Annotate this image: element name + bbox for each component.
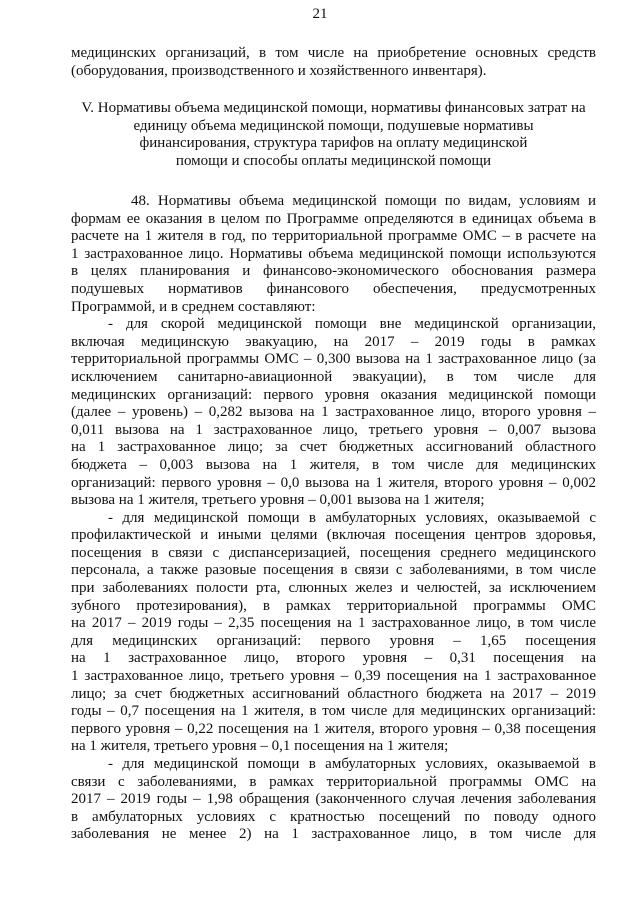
text-line: персонала, а также разовые посещения в связи с заболеваниями, в том числе — [71, 562, 596, 579]
text-line: в амбулаторных условиях с кратностью посещений по поводу одного — [71, 808, 596, 825]
document-body — [71, 193, 596, 844]
text-line: бюджета – 0,003 вызова на 1 жителя, в том числе для медицинских — [71, 456, 596, 473]
text-line: посещения в связи с диспансеризацией, посещения среднего медицинского — [71, 544, 596, 561]
text-line: лицо; за счет бюджетных ассигнований областного бюджета на 2017 – 2019 — [71, 685, 596, 702]
section-heading — [71, 100, 596, 170]
text-line: для медицинских организаций: первого уровня – 1,65 посещения — [71, 632, 596, 649]
text-line: 1 застрахованное лицо. Нормативы объема медицинской помощи используются — [71, 245, 596, 262]
page-number: 21 — [312, 6, 328, 22]
text-line: зубного протезирования), в рамках территориальной программы ОМС — [71, 597, 596, 614]
text-line: медицинских организаций: первого уровня оказания медицинской помощи — [71, 386, 596, 403]
heading-line: финансирования, структура тарифов на оплату медицинской — [139, 135, 528, 152]
heading-line: помощи и способы оплаты медицинской помощи — [175, 152, 492, 169]
text-line: организаций: первого уровня – 0,0 вызова на 1 жителя, второго уровня – 0,002 — [71, 474, 596, 491]
text-line: 1 застрахованное лицо, третьего уровня – 0,39 посещения на 1 застрахованное — [71, 668, 596, 685]
text-line: профилактической и иными целями (включая посещения центров здоровья, — [71, 527, 596, 544]
text-line: связи с заболеваниями, в рамках территориальной программы ОМС на — [71, 773, 596, 790]
text-line: первого уровня – 0,22 посещения на 1 жителя, второго уровня – 0,38 посещения — [71, 720, 596, 737]
text-line: при заболеваниях полости рта, слюнных желез и челюстей, за исключением — [71, 580, 596, 597]
text-line: 48. Нормативы объема медицинской помощи по видам, условиям и — [131, 193, 596, 209]
text-line: - для медицинской помощи в амбулаторных условиях, оказываемой в — [108, 756, 596, 772]
text-line: Программой, и в среднем составляют: — [71, 298, 316, 315]
text-line: на 2017 – 2019 годы – 2,35 посещения на 1 застрахованное лицо, в том числе — [71, 615, 596, 632]
intro-paragraph — [71, 45, 596, 80]
text-line: включая медицинскую эвакуацию, на 2017 – 2019 годы в рамках — [71, 333, 596, 350]
text-line: исключением санитарно-авиационной эвакуации), в том числе для — [71, 368, 596, 385]
text-line: территориальной программы ОМС – 0,300 вызова на 1 застрахованное лицо (за — [71, 351, 596, 368]
text-line: - для медицинской помощи в амбулаторных условиях, оказываемой с — [108, 509, 596, 526]
text-line: 2017 – 2019 годы – 1,98 обращения (законченного случая лечения заболевания — [71, 791, 596, 808]
text-line: заболевания не менее 2) на 1 застрахованное лицо, в том числе для — [71, 826, 596, 843]
text-line: 0,011 вызова на 1 застрахованное лицо, третьего уровня – 0,007 вызова — [71, 421, 596, 438]
list-item-ambulance — [71, 316, 596, 510]
text-line: (оборудования, производственного и хозяйственного инвентаря). — [71, 62, 487, 79]
list-item-outpatient-disease — [71, 756, 596, 844]
text-line: годы – 0,7 посещения на 1 жителя, в том числе для медицинских организаций: — [71, 703, 596, 720]
text-line: - для скорой медицинской помощи вне медицинской организации, — [108, 316, 596, 333]
text-line: в целях планирования и финансово-экономического обоснования размера — [71, 263, 596, 280]
text-line: (далее – уровень) – 0,282 вызова на 1 застрахованное лицо, второго уровня – — [71, 404, 596, 421]
heading-line: единицу объема медицинской помощи, подушевые нормативы — [133, 117, 534, 134]
text-line: на 1 застрахованное лицо, второго уровня – 0,31 посещения на — [71, 650, 596, 667]
text-line: расчете на 1 жителя в год, по территориальной программе ОМС – в расчете на — [71, 228, 596, 245]
text-line: на 1 застрахованное лицо; за счет бюджетных ассигнований областного — [71, 439, 596, 456]
paragraph-48 — [71, 193, 596, 316]
heading-line: V. Нормативы объема медицинской помощи, нормативы финансовых затрат на — [81, 100, 586, 116]
text-line: подушевых нормативов финансового обеспечения, предусмотренных — [71, 280, 596, 297]
text-line: медицинских организаций, в том числе на приобретение основных средств — [71, 45, 596, 61]
text-line: вызова на 1 жителя, третьего уровня – 0,001 вызова на 1 жителя; — [71, 492, 485, 509]
list-item-outpatient-preventive — [71, 510, 596, 756]
text-line: на 1 жителя, третьего уровня – 0,1 посещения на 1 жителя; — [71, 738, 449, 755]
text-line: формам ее оказания в целом по Программе определяются в единицах объема в — [71, 210, 596, 227]
